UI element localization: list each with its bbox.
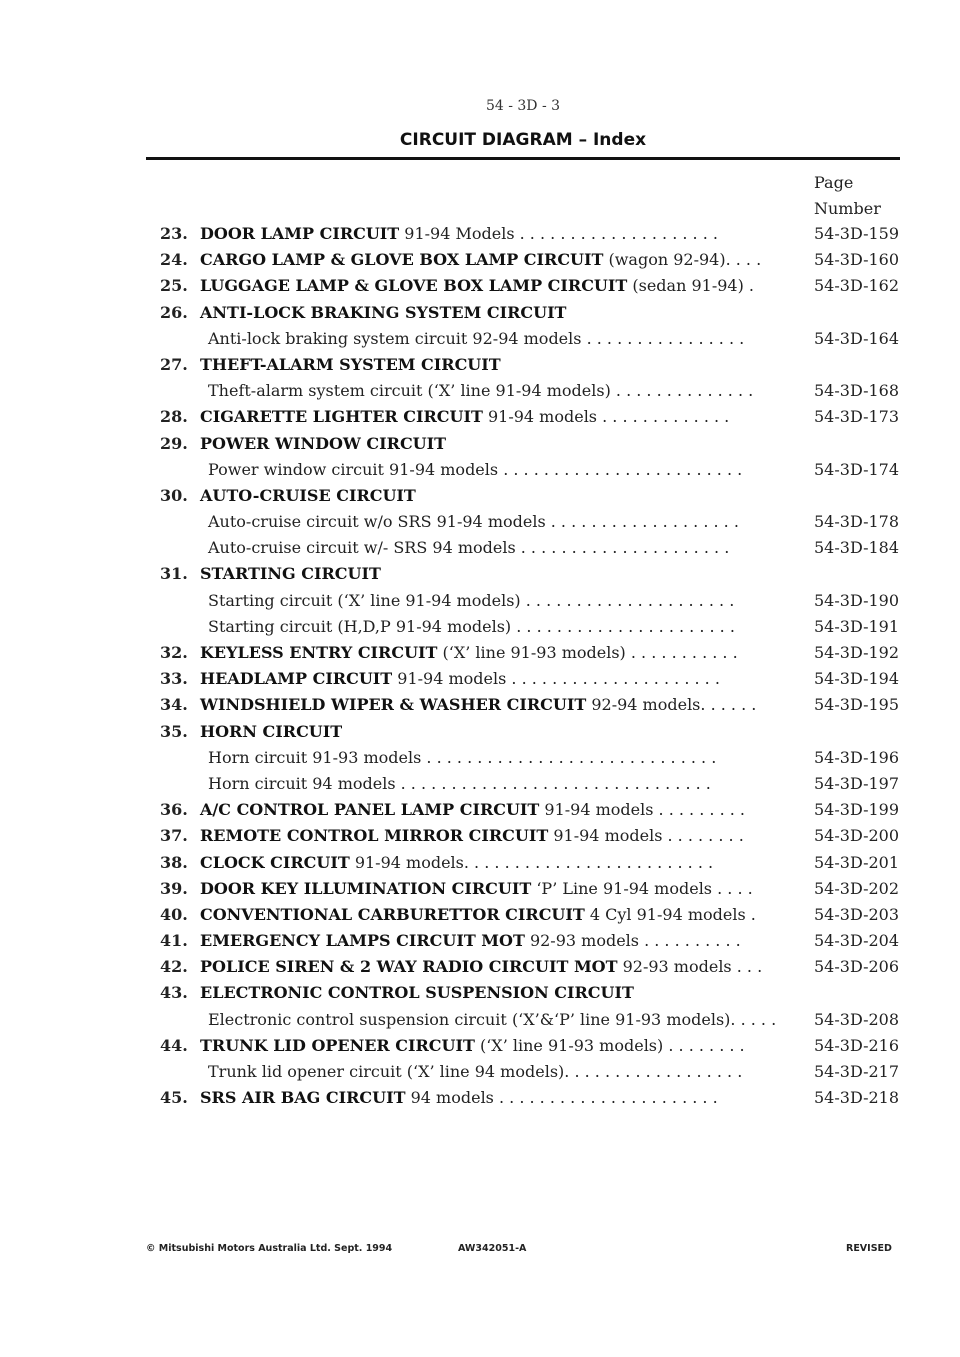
entry-title: WINDSHIELD WIPER & WASHER CIRCUIT (200, 695, 587, 715)
toc-entry (160, 928, 900, 954)
subentry-text: Auto-cruise circuit w/o SRS 91-94 models . . . . . . . . . . . . . . . . . . . (208, 512, 739, 532)
toc-line (160, 640, 900, 666)
entry-text (200, 273, 754, 299)
page-column-header (814, 170, 881, 222)
toc-line (160, 352, 900, 378)
entry-title: POWER WINDOW CIRCUIT (200, 433, 447, 453)
entry-number: 39. (160, 878, 188, 898)
entry-number: 24. (160, 250, 188, 270)
entry-title: TRUNK LID OPENER CIRCUIT (200, 1035, 475, 1055)
entry-number: 41. (160, 931, 188, 951)
toc-line (160, 797, 900, 823)
entry-number: 36. (160, 800, 188, 820)
subentry-text: Starting circuit (‘X’ line 91-94 models) . . . . . . . . . . . . . . . . . . . . . (208, 590, 735, 610)
entry-text (200, 221, 718, 247)
toc-line (160, 300, 900, 326)
entry-text (200, 1033, 745, 1059)
entry-detail: 91-94 models . . . . . . . . (548, 826, 744, 846)
entry-text (200, 876, 753, 902)
entry-title: KEYLESS ENTRY CIRCUIT (200, 643, 438, 662)
entry-page-number: 54-3D-173 (814, 407, 900, 427)
toc-entry (160, 1085, 900, 1111)
toc-subline (160, 771, 900, 797)
entry-title: LUGGAGE LAMP & GLOVE BOX LAMP CIRCUIT (200, 276, 628, 296)
toc-subline (160, 326, 900, 352)
entry-text (200, 850, 713, 876)
subentry-page-number: 54-3D-174 (814, 459, 900, 479)
entry-detail: (‘X’ line 91-93 models) . . . . . . . . . . . (437, 643, 738, 662)
toc-line (160, 692, 900, 718)
entry-number: 23. (160, 224, 188, 243)
toc-line (160, 719, 900, 745)
entry-text (200, 692, 756, 718)
entry-page-number: 54-3D-160 (814, 250, 900, 270)
entry-number: 25. (160, 276, 188, 296)
toc-line (160, 666, 900, 692)
entry-title: CARGO LAMP & GLOVE BOX LAMP CIRCUIT (200, 250, 604, 270)
toc-entry (160, 876, 900, 902)
entry-number: 28. (160, 407, 188, 427)
toc-entry (160, 300, 900, 352)
entry-title: CLOCK CIRCUIT (200, 852, 350, 872)
subentry-page-number: 54-3D-191 (814, 616, 900, 636)
entry-detail: (‘X’ line 91-93 models) . . . . . . . . (474, 1035, 745, 1055)
entry-detail: ‘P’ Line 91-94 models . . . . (531, 878, 753, 898)
entry-text (200, 797, 745, 823)
subentry-page-number: 54-3D-196 (814, 747, 900, 767)
entry-title: POLICE SIREN & 2 WAY RADIO CIRCUIT MOT (200, 957, 618, 977)
subentry-page-number: 54-3D-208 (814, 1009, 900, 1029)
subentry-page-number: 54-3D-190 (814, 590, 900, 610)
toc-entry (160, 221, 900, 247)
entry-page-number: 54-3D-195 (814, 695, 900, 715)
subentry-text: Horn circuit 91-93 models . . . . . . . . . . . . . . . . . . . . . . . . . . . . . (208, 747, 717, 767)
entry-page-number: 54-3D-192 (814, 643, 900, 662)
footer-status: REVISED (846, 1243, 892, 1254)
title-rule (146, 157, 900, 160)
subentry-text: Theft-alarm system circuit (‘X’ line 91-94 models) . . . . . . . . . . . . . . (208, 381, 754, 401)
entry-title: SRS AIR BAG CIRCUIT (200, 1088, 406, 1108)
toc-entry (160, 797, 900, 823)
entry-page-number: 54-3D-203 (814, 904, 900, 924)
entry-page-number: 54-3D-204 (814, 931, 900, 951)
entry-text (200, 719, 342, 745)
entry-text (200, 1085, 718, 1111)
entry-text (200, 404, 729, 430)
toc-line (160, 273, 900, 299)
entry-title: CONVENTIONAL CARBURETTOR CIRCUIT (200, 904, 585, 924)
entry-text (200, 300, 566, 326)
toc-subline (160, 535, 900, 561)
entry-page-number: 54-3D-216 (814, 1035, 900, 1055)
entry-number: 45. (160, 1088, 188, 1108)
toc-entry (160, 431, 900, 483)
entry-text (200, 431, 446, 457)
toc-line (160, 902, 900, 928)
entry-detail: 4 Cyl 91-94 models . (584, 904, 756, 924)
toc-line (160, 431, 900, 457)
subentry-text: Anti-lock braking system circuit 92-94 models . . . . . . . . . . . . . . . . (208, 328, 745, 348)
entry-number: 43. (160, 983, 188, 1003)
entry-text (200, 561, 381, 587)
subentry-page-number: 54-3D-184 (814, 538, 900, 558)
entry-title: CIGARETTE LIGHTER CIRCUIT (200, 407, 483, 427)
subentry-text: Horn circuit 94 models . . . . . . . . . . . . . . . . . . . . . . . . . . . . . . . (208, 773, 711, 793)
entry-number: 37. (160, 826, 188, 846)
entry-number: 29. (160, 433, 188, 453)
entry-text (200, 483, 416, 509)
entry-text (200, 980, 634, 1006)
toc-subline (160, 1007, 900, 1033)
entry-page-number: 54-3D-162 (814, 276, 900, 296)
entry-number: 44. (160, 1035, 188, 1055)
entry-page-number: 54-3D-159 (814, 224, 900, 243)
entry-title: REMOTE CONTROL MIRROR CIRCUIT (200, 826, 549, 846)
toc-entry (160, 640, 900, 666)
toc-subline (160, 614, 900, 640)
entry-number: 32. (160, 643, 188, 662)
toc-line (160, 221, 900, 247)
entry-page-number: 54-3D-202 (814, 878, 900, 898)
entry-detail: 91-94 Models . . . . . . . . . . . . . . . . . . . . (399, 224, 718, 243)
entry-detail: 91-94 models. . . . . . . . . . . . . . . . . . . . . . . . . (349, 852, 714, 872)
entry-title: HEADLAMP CIRCUIT (200, 669, 393, 689)
toc-subline (160, 745, 900, 771)
toc-line (160, 1033, 900, 1059)
entry-detail: 92-94 models. . . . . . (586, 695, 757, 715)
toc-entry (160, 247, 900, 273)
subentry-text: Trunk lid opener circuit (‘X’ line 94 models). . . . . . . . . . . . . . . . . . (208, 1062, 743, 1081)
toc-subline (160, 588, 900, 614)
toc-entry (160, 850, 900, 876)
entry-detail: 91-94 models . . . . . . . . . . . . . . . . . . . . . (392, 669, 720, 689)
entry-number: 30. (160, 485, 188, 505)
entry-number: 31. (160, 564, 188, 584)
entry-title: ELECTRONIC CONTROL SUSPENSION CIRCUIT (200, 983, 634, 1003)
entry-title: EMERGENCY LAMPS CIRCUIT MOT (200, 931, 525, 951)
toc-line (160, 928, 900, 954)
entry-number: 35. (160, 721, 188, 741)
entry-page-number: 54-3D-206 (814, 957, 900, 977)
entry-title: DOOR KEY ILLUMINATION CIRCUIT (200, 878, 532, 898)
toc-entry (160, 902, 900, 928)
entry-text (200, 640, 738, 666)
subentry-text: Auto-cruise circuit w/- SRS 94 models . . . . . . . . . . . . . . . . . . . . . (208, 538, 730, 558)
toc-entry (160, 954, 900, 980)
toc-entry (160, 483, 900, 562)
toc-line (160, 1085, 900, 1111)
subentry-page-number: 54-3D-197 (814, 773, 900, 793)
subentry-text: Starting circuit (H,D,P 91-94 models) . . . . . . . . . . . . . . . . . . . . . . (208, 616, 735, 636)
entry-text (200, 666, 720, 692)
page-column-label: Page (814, 173, 854, 192)
subentry-page-number: 54-3D-217 (814, 1062, 900, 1081)
toc-line (160, 561, 900, 587)
toc-entry (160, 719, 900, 798)
entry-detail: 94 models . . . . . . . . . . . . . . . . . . . . . . (405, 1088, 718, 1108)
entry-detail: 91-94 models . . . . . . . . . (539, 800, 745, 820)
entry-number: 33. (160, 669, 188, 689)
entry-title: THEFT-ALARM SYSTEM CIRCUIT (200, 354, 501, 374)
subentry-text: Power window circuit 91-94 models . . . . . . . . . . . . . . . . . . . . . . . . (208, 459, 743, 479)
entry-title: HORN CIRCUIT (200, 721, 343, 741)
entry-detail: 92-93 models . . . (617, 957, 763, 977)
entry-title: ANTI-LOCK BRAKING SYSTEM CIRCUIT (200, 302, 567, 322)
entry-number: 38. (160, 852, 188, 872)
toc-entry (160, 1033, 900, 1085)
entry-text (200, 823, 744, 849)
entry-title: A/C CONTROL PANEL LAMP CIRCUIT (200, 800, 540, 820)
toc-line (160, 823, 900, 849)
entry-number: 27. (160, 354, 188, 374)
subentry-page-number: 54-3D-178 (814, 512, 900, 532)
entry-detail: 92-93 models . . . . . . . . . . (524, 931, 741, 951)
entry-text (200, 954, 762, 980)
footer-document-code: AW342051-A (458, 1243, 527, 1254)
entry-detail: (sedan 91-94) . (627, 276, 754, 296)
toc-line (160, 954, 900, 980)
toc-entry (160, 561, 900, 640)
entry-page-number: 54-3D-199 (814, 800, 900, 820)
entry-title: DOOR LAMP CIRCUIT (200, 224, 400, 243)
entry-number: 42. (160, 957, 188, 977)
entry-page-number: 54-3D-218 (814, 1088, 900, 1108)
toc-entry (160, 273, 900, 299)
entry-page-number: 54-3D-201 (814, 852, 900, 872)
entry-number: 26. (160, 302, 188, 322)
toc-entry (160, 404, 900, 430)
entry-text (200, 352, 501, 378)
toc-subline (160, 509, 900, 535)
toc-entry (160, 823, 900, 849)
page-number-header: 54 - 3D - 3 (485, 98, 561, 114)
toc-line (160, 247, 900, 273)
entry-text (200, 928, 741, 954)
entry-detail: (wagon 92-94). . . . (603, 250, 762, 270)
entry-title: AUTO-CRUISE CIRCUIT (200, 485, 416, 505)
page-title: CIRCUIT DIAGRAM – Index (399, 130, 647, 150)
subentry-text: Electronic control suspension circuit (‘X’&‘P’ line 91-93 models). . . . . (208, 1009, 777, 1029)
entry-detail: 91-94 models . . . . . . . . . . . . . (482, 407, 730, 427)
toc-subline (160, 378, 900, 404)
toc-subline (160, 1059, 900, 1085)
entry-text (200, 902, 756, 928)
entry-number: 40. (160, 904, 188, 924)
number-column-label: Number (814, 199, 881, 218)
entry-text (200, 247, 761, 273)
toc-line (160, 980, 900, 1006)
toc-entry (160, 666, 900, 692)
entry-title: STARTING CIRCUIT (200, 564, 381, 584)
toc-entry (160, 980, 900, 1032)
subentry-page-number: 54-3D-164 (814, 328, 900, 348)
subentry-page-number: 54-3D-168 (814, 381, 900, 401)
toc-subline (160, 457, 900, 483)
toc-entry (160, 352, 900, 404)
entry-page-number: 54-3D-194 (814, 669, 900, 689)
toc-entry (160, 692, 900, 718)
toc-list (160, 221, 900, 1111)
toc-line (160, 850, 900, 876)
toc-line (160, 483, 900, 509)
toc-line (160, 404, 900, 430)
footer-copyright: © Mitsubishi Motors Australia Ltd. Sept. 1994 (146, 1243, 393, 1254)
entry-number: 34. (160, 695, 188, 715)
toc-line (160, 876, 900, 902)
entry-page-number: 54-3D-200 (814, 826, 900, 846)
